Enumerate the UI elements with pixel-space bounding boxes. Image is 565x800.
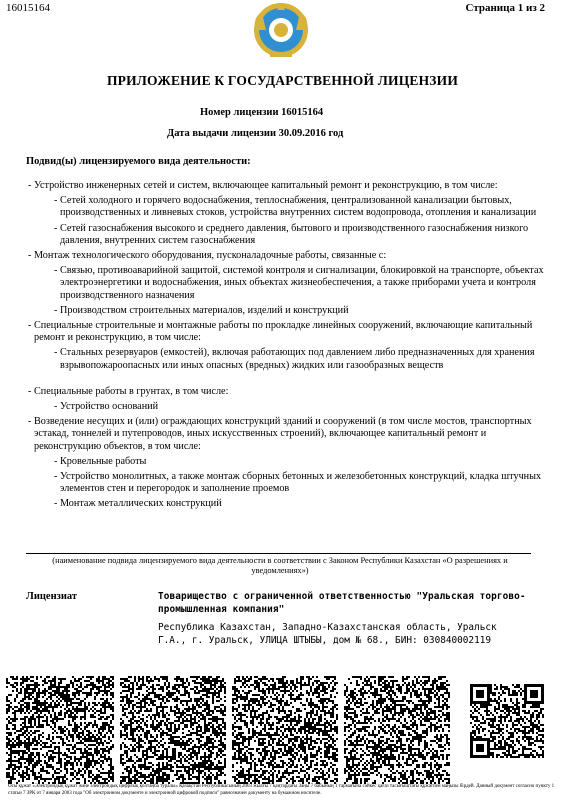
list-item: - Стальных резервуаров (емкостей), включая работающих под давлением либо предназначенных для хранения взрывопожароопасных или иных опасных (вредных) жидких или газообразных веществ bbox=[26, 347, 546, 371]
licensee-name: Товарищество с ограниченной ответственностью "Уральская торгово-промышленная компания" bbox=[158, 591, 526, 615]
qr-code-icon bbox=[470, 684, 544, 758]
license-number: Номер лицензии 16015164 bbox=[200, 107, 324, 118]
list-item: - Производством строительных материалов, изделий и конструкций bbox=[26, 305, 546, 317]
list-item: - Сетей холодного и горячего водоснабжения, теплоснабжения, централизованной канализации бытовых, производственных и ливневых стоков, устройства внутренних систем водопровода, отопления и канализации bbox=[26, 195, 546, 219]
list-gap bbox=[26, 375, 546, 386]
page-title: ПРИЛОЖЕНИЕ К ГОСУДАРСТВЕННОЙ ЛИЦЕНЗИИ bbox=[106, 73, 459, 88]
state-emblem-icon bbox=[250, 0, 312, 60]
list-item: - Специальные работы в грунтах, в том числе: bbox=[26, 386, 546, 398]
footer-legal-text: Осы құжат «Электрондық құжат және электрондық цифрлық қолтаңба туралы» Қазақстан Республикасының 2003 жылғы 7 қаңтардағы Заңы 7 бабының 1 тармағына сәйкес қағаз тасығыштағы құжатпен маңызы бірдей. Данный документ согласно пункту 1 статьи 7 ЗРК от 7 января 2003 года "Об электронном документе и электронной цифровой подписи" равнозначен документу на бумажном носителе. bbox=[8, 784, 555, 796]
list-item: - Устройство инженерных сетей и систем, включающее капитальный ремонт и реконструкцию, в том числе: bbox=[26, 180, 546, 192]
issue-date: Дата выдачи лицензии 30.09.2016 год bbox=[167, 128, 344, 139]
note-caption: (наименование подвида лицензируемого вида деятельности в соответствии с Законом Республики Казахстан «О разрешениях и уведомлениях») bbox=[52, 556, 508, 575]
2d-barcode-icon bbox=[6, 676, 114, 784]
list-item: - Специальные строительные и монтажные работы по прокладке линейных сооружений, включающие капитальный ремонт и реконструкцию, в том числе: bbox=[26, 320, 546, 344]
2d-barcode-icon bbox=[120, 676, 226, 784]
page-indicator: Страница 1 из 2 bbox=[465, 2, 545, 14]
list-item: - Кровельные работы bbox=[26, 456, 546, 468]
licensee-address: Республика Казахстан, Западно-Казахстанская область, Уральск Г.А., г. Уральск, УЛИЦА ШТЫБЫ, дом № 68., БИН: 030840002119 bbox=[158, 622, 497, 646]
list-item: - Сетей газоснабжения высокого и среднего давления, бытового и производственного газоснабжения низкого давления, внутренних систем газоснабжения bbox=[26, 223, 546, 247]
licensee-label: Лицензиат bbox=[26, 591, 78, 602]
subkinds-heading: Подвид(ы) лицензируемого вида деятельности: bbox=[26, 156, 251, 167]
activity-list bbox=[26, 180, 546, 514]
2d-barcode-icon bbox=[232, 676, 338, 784]
list-item: - Устройство оснований bbox=[26, 401, 546, 413]
list-item: - Связью, противоаварийной защитой, системой контроля и сигнализации, блокировкой на транспорте, объектах электроэнергетики и водоснабжения, иных объектах жизнеобеспечения, а также приборами учета и контроля производственного назначения bbox=[26, 265, 546, 302]
list-item: - Монтаж металлических конструкций bbox=[26, 498, 546, 510]
list-item: - Устройство монолитных, а также монтаж сборных бетонных и железобетонных конструкций, кладка штучных элементов стен и перегородок и заполнение проемов bbox=[26, 471, 546, 495]
header-number: 16015164 bbox=[6, 2, 50, 14]
list-item: - Возведение несущих и (или) ограждающих конструкций зданий и сооружений (в том числе мостов, транспортных эстакад, тоннелей и путепроводов, иных искусственных строений), включающее капитальный ремонт и реконструкцию объектов, в том числе: bbox=[26, 416, 546, 453]
list-item: - Монтаж технологического оборудования, пусконаладочные работы, связанные с: bbox=[26, 250, 546, 262]
2d-barcode-icon bbox=[344, 676, 450, 784]
divider bbox=[26, 553, 531, 554]
